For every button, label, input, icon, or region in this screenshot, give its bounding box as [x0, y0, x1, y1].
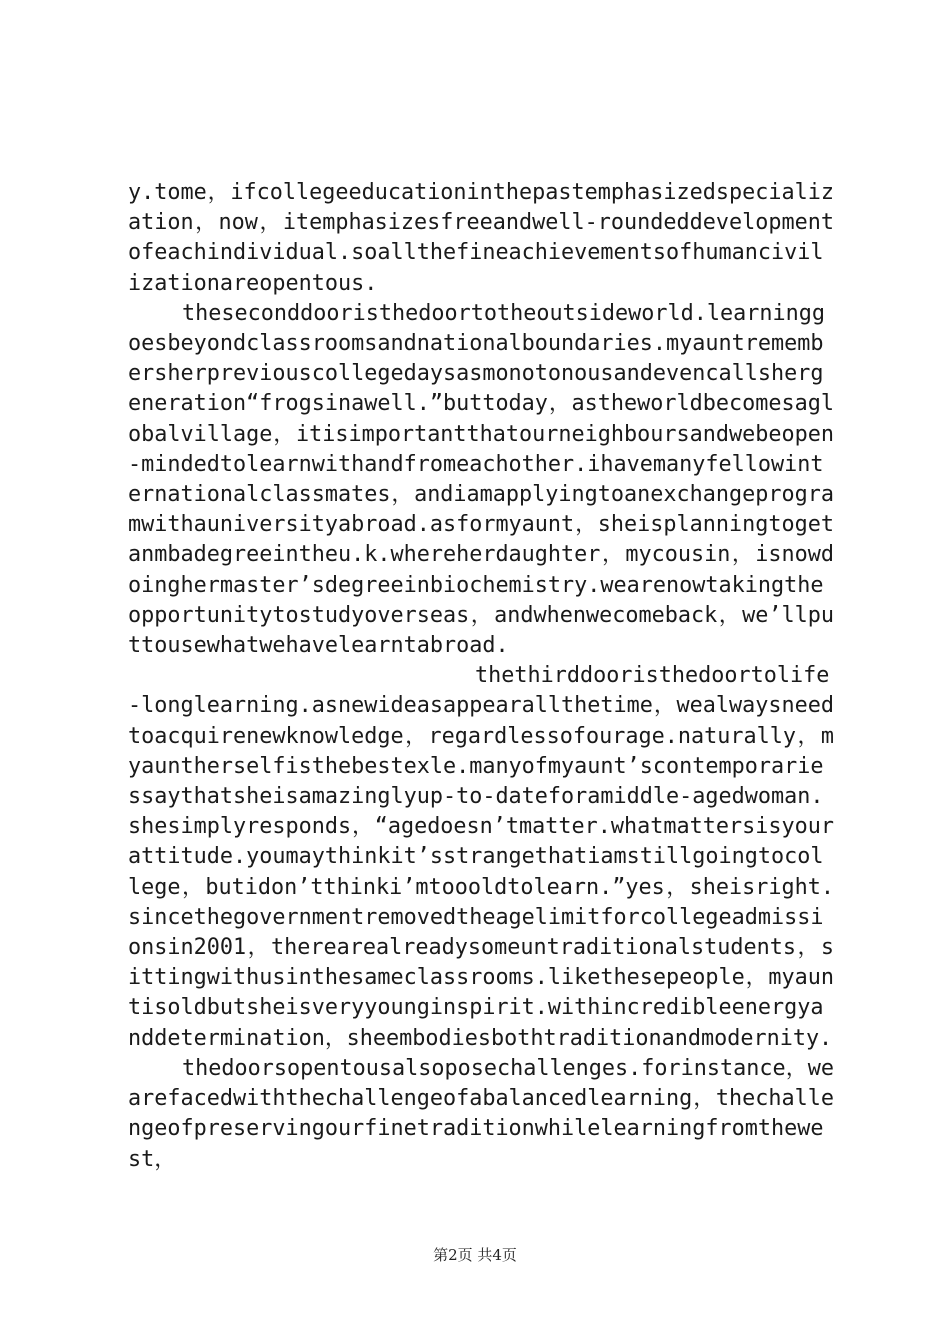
body-text	[128, 178, 834, 1175]
page-footer: 第2页 共4页	[433, 1246, 517, 1264]
paragraph-2: theseconddooristhedoortotheoutsideworld.learninggoesbeyondclassroomsandnationalboundaries.myauntremembersherpreviouscollegedaysasmonotonousandevencallshergeneration“frogsinawell.”buttoday，astheworldbecomesaglobalvillage，itisimportantthatourneighboursandwebeopen-mindedtolearnwithandfromeachother.ihavemanyfellowinternationalclassmates，andiamapplyingtoanexchangeprogramwithauniversityabroad.asformyaunt，sheisplanningtogetanmbadegreeintheu.k.whereherdaughter，mycousin，isnowdoinghermaster’sdegreeinbiochemistry.wearenowtakingtheopportunitytostudyoverseas，andwhenwecomeback，we’llputtousewhatwehavelearntabroad.	[128, 300, 834, 659]
paragraph-4: thedoorsopentousalsoposechallenges.forinstance，wearefacedwiththechallengeofabalancedlearning，thechallengeofpreservingourfinetraditionwhilelearningfromthewest，	[128, 1055, 834, 1172]
paragraph-1: y.tome，ifcollegeeducationinthepastemphasizedspecialization，now，itemphasizesfreeandwell-roundeddevelopmentofeachindividual.soallthefineachievementsofhumancivilizationareopentous.	[128, 180, 834, 296]
paragraph-3: thethirddooristhedoortolife-longlearning.asnewideasappearallthetime，wealwaysneedtoacquirenewknowledge，regardlessofourage.naturally，myauntherselfisthebestexle.manyofmyaunt’scontemporariessaythatsheisamazinglyup-to-dateforamiddle-agedwoman.shesimplyresponds，“agedoesn’tmatter.whatmattersisyourattitude.youmaythinkit’sstrangethatiamstillgoingtocollege，butidon’tthinki’mtoooldtolearn.”yes，sheisright.sincethegovernmentremovedtheagelimitforcollegeadmissionsin2001，therearealreadysomeuntraditionalstudents，sittingwithusinthesameclassrooms.likethesepeople，myauntisoldbutsheisveryyounginspirit.withincredibleenergyanddetermination，sheembodiesbothtraditionandmodernity.	[128, 663, 834, 1051]
